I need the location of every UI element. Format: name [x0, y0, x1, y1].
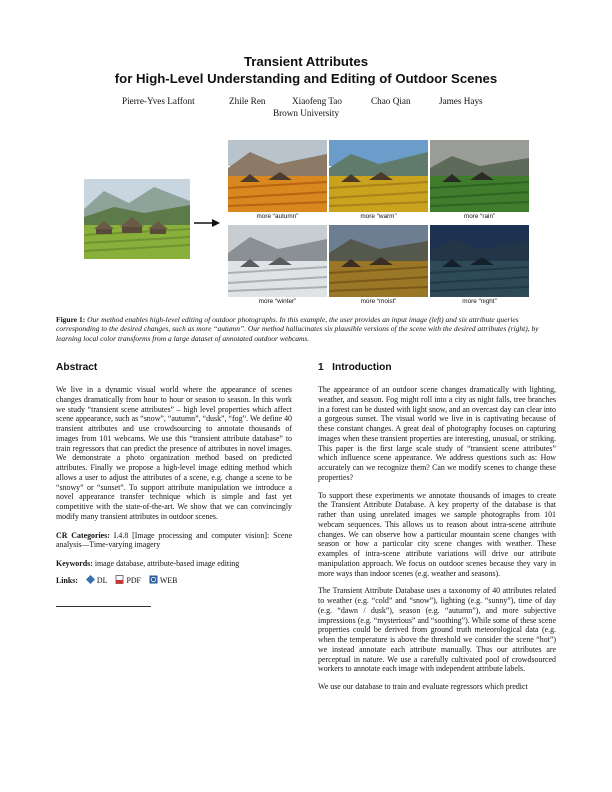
- abstract-text: We live in a dynamic visual world where the appearance of scenes changes dramatically from hour to hour or season to season. In this work we study “transient scene attributes” – high level properties which affect scene appearance, such as “snow”, “autumn”, “dusk”, “fog”. We define 40 transient attributes and use crowdsourcing to annotate thousands of images from 101 webcams. We use this “transient attribute database” to train regressors that can predict the presence of attributes in novel images. We demonstrate a photo organization method based on predicted attributes. Finally we propose a high-level image editing method which allows a user to adjust the attributes of a scene, e.g. change a scene to be “snowy” or “sunset”. To support attribute manipulation we introduce a novel appearance transfer technique which is simple and fast yet competitive with the state-of-the-art. We show that we can convincingly modify many transient attributes in outdoor scenes.: [56, 385, 292, 521]
- arrow-icon: [194, 214, 220, 222]
- right-column: [318, 362, 556, 700]
- footnote-rule: [56, 606, 151, 607]
- figure-caption: [56, 315, 556, 343]
- output-photo-warm: [329, 140, 428, 212]
- keywords-label: Keywords:: [56, 559, 93, 568]
- links-label: Links:: [56, 575, 78, 585]
- caption-winter: more “winter”: [258, 298, 297, 305]
- output-photo-autumn: [228, 140, 327, 212]
- author-name: Zhile Ren: [229, 96, 266, 106]
- author-name: Chao Qian: [371, 96, 411, 106]
- keywords-text: image database, attribute-based image editing: [94, 559, 240, 568]
- intro-paragraph: We use our database to train and evaluate regressors which predict: [318, 682, 528, 691]
- caption-night: more “night”: [462, 298, 497, 305]
- caption-warm: more “warm”: [360, 213, 397, 220]
- intro-paragraph: The Transient Attribute Database uses a taxonomy of 40 attributes related to weather (e.g. “cold” and “snow”), lighting (e.g. “sunny”), time of day (e.g. “dawn / dusk”), season (e.g. “autumn”), and more subjective impressions (e.g. “mysterious” and “soothing”). While some of these scene properties could be derived from ground truth meteorological data (e.g. when the temperature is above the threshold we consider the scene “hot”) we instead annotate each attribute manually. Thus our attributes are perceptual in nature. We use a carefully cultivated pool of crowdsourced workers to annotate each image with independent attribute labels.: [318, 586, 556, 674]
- introduction-heading: 1 Introduction: [318, 362, 392, 373]
- dl-link[interactable]: [86, 575, 108, 586]
- title-line-1: Transient Attributes: [243, 54, 369, 69]
- abstract-heading: Abstract: [56, 362, 98, 373]
- web-icon: [149, 575, 158, 584]
- output-photo-winter: [228, 225, 327, 297]
- cr-categories: [56, 531, 292, 551]
- pdf-link[interactable]: [115, 575, 140, 586]
- figure-caption-text: Our method enables high-level editing of outdoor photographs. In this example, the user provides an input image (left) and six attribute queries corresponding to the desired changes, such as more “autumn”. Our method hallucinates six plausible versions of the scene with the desired attributes (right), by learning local color transforms from a large dataset of annotated outdoor webcams.: [56, 315, 539, 343]
- author-name: Xiaofeng Tao: [292, 96, 342, 106]
- output-photo-rain: [430, 140, 529, 212]
- caption-moist: more “moist”: [360, 298, 397, 305]
- web-link[interactable]: [149, 575, 178, 586]
- cr-categories-text: I.4.8 [Image processing and computer vision]: Scene analysis—Time-varying imagery: [56, 530, 292, 550]
- title-line-2: for High-Level Understanding and Editing of Outdoor Scenes: [114, 71, 498, 86]
- links: [56, 575, 292, 586]
- intro-paragraph: To support these experiments we annotate thousands of images to create the Transient Attribute Database. A key property of the database is that rather than using unrelated images we sample photographs from 101 webcam sequences. This allows us to reason about intra-scene attribute changes. We can observe how a particular mountain scene changes with season or how a particular city scene changes with weather. These examples of intra-scene attribute variations will drive our attribute manipulation approach. We focus on outdoor scenes because they vary in more ways than indoor scenes (e.g. weather and seasons).: [318, 490, 556, 578]
- output-photo-night: [430, 225, 529, 297]
- intro-paragraph: The appearance of an outdoor scene changes dramatically with lighting, weather, and season. Fog might roll into a city as night falls, tree branches in a forest can be dusted with light snow, and an overcast day can clear into a gorgeous sunset. The visual world we live in is captivating because of these constant changes. A great deal of photography focuses on capturing images when these transient properties are interesting, unusual, or striking. This paper is the first large scale study of “transient scene attributes” which influence scene appearance. We address questions such as: How accurately can we recognize them? Can we modify scenes to change these properties?: [318, 385, 556, 482]
- affiliation: Brown University: [272, 108, 340, 118]
- author-name: James Hays: [439, 96, 483, 106]
- pdf-link-label: PDF: [126, 575, 141, 585]
- pdf-icon: [115, 575, 124, 584]
- cr-categories-label: CR Categories:: [56, 530, 110, 540]
- author-name: Pierre-Yves Laffont: [122, 96, 195, 106]
- input-photo: [84, 179, 190, 259]
- caption-rain: more “rain”: [463, 213, 496, 220]
- web-link-label: WEB: [159, 575, 178, 585]
- caption-autumn: more “autumn”: [256, 213, 299, 220]
- dl-link-label: DL: [96, 575, 108, 585]
- output-photo-moist: [329, 225, 428, 297]
- dl-icon: [86, 575, 95, 584]
- figure-label: Figure 1:: [56, 315, 86, 324]
- introduction-body: [318, 385, 556, 692]
- paper-title: [0, 53, 612, 87]
- keywords: [56, 559, 292, 569]
- left-column: [56, 362, 292, 586]
